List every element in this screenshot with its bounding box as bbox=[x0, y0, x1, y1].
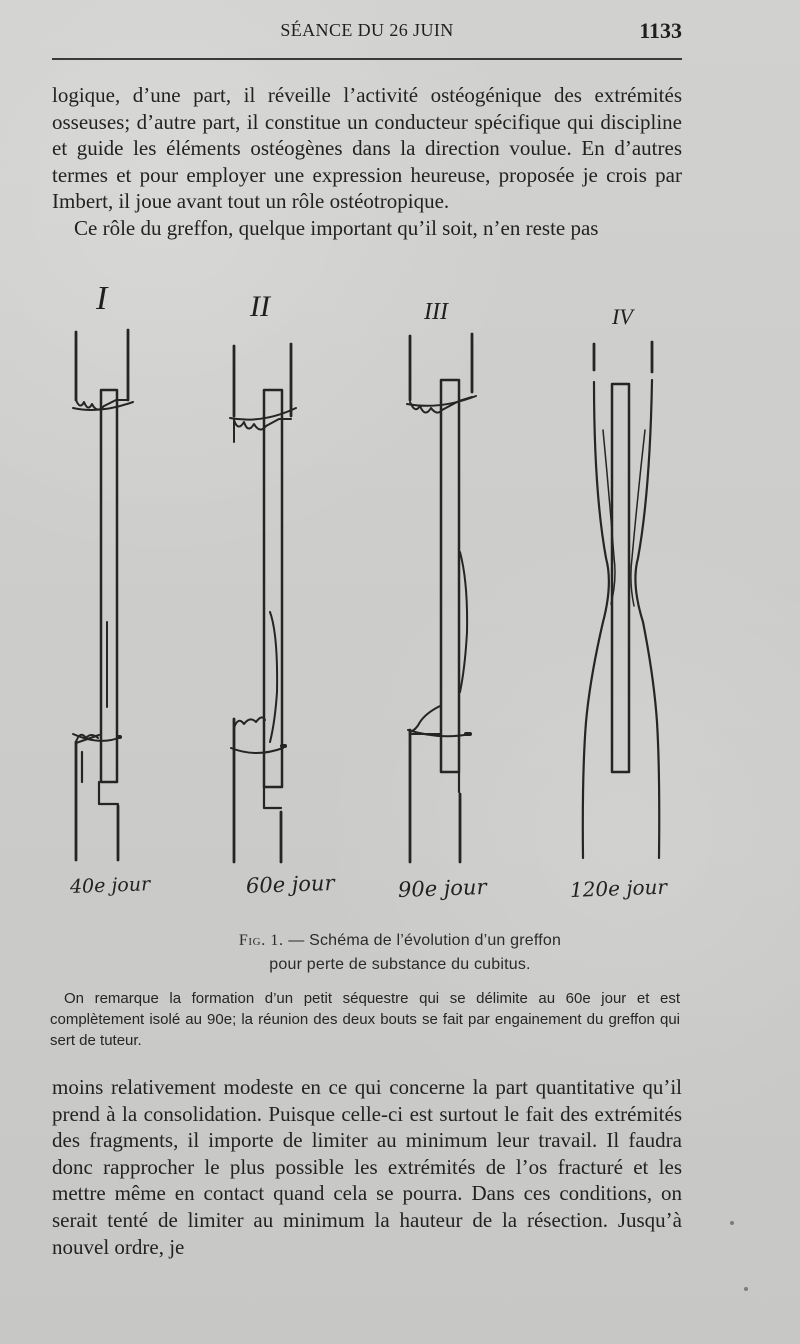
figure-label: Fig. 1. bbox=[238, 932, 284, 949]
day-label-90: 90e jour bbox=[397, 874, 487, 902]
running-head: SÉANCE DU 26 JUIN bbox=[280, 20, 454, 40]
panel-ii-drawing bbox=[230, 344, 296, 862]
paper-speck bbox=[730, 1221, 734, 1225]
paper-speck bbox=[744, 1287, 748, 1291]
paragraph-bottom-1: moins relativement modeste en ce qui concerne la part quantitative qu’il prend à la consolidation. Puisque celle-ci est surtout le fait des extrémités des fragments, il importe de limiter au minimum leur travail. Il faudra donc rapprocher le plus possible les extrémités de l’os fracturé et les mettre même en contact quand cela se pourra. Dans ces conditions, on serait tenté de limiter au minimum la hauteur de la résection. Jusqu’à nouvel ordre, je bbox=[52, 1075, 682, 1259]
page-header bbox=[52, 16, 682, 50]
panel-label-iii: III bbox=[424, 299, 448, 325]
page-number: 1133 bbox=[639, 18, 682, 43]
panel-iii-drawing bbox=[407, 334, 476, 862]
figure-caption-line-1 bbox=[0, 932, 800, 950]
day-label-120: 120e jour bbox=[569, 874, 668, 902]
figure-caption-text-1: — Schéma de l’évolution d’un greffon bbox=[283, 932, 562, 949]
figure-note-text: On remarque la formation d’un petit séquestre qui se délimite au 60e jour et est complètement isolé au 90e; la réunion des deux bouts se fait par engainement du greffon qui sert de tuteur. bbox=[50, 990, 680, 1049]
body-text-bottom bbox=[52, 1074, 682, 1260]
figure-caption-line-2: pour perte de substance du cubitus. bbox=[269, 956, 531, 973]
figure-note bbox=[50, 988, 680, 1051]
panel-label-iv: IV bbox=[612, 304, 633, 329]
body-text-top bbox=[52, 82, 682, 242]
header-rule bbox=[52, 58, 682, 60]
panel-label-i: I bbox=[96, 280, 108, 317]
panel-i-drawing bbox=[73, 330, 133, 860]
paragraph-top-1: logique, d’une part, il réveille l’activité ostéogénique des extrémités osseuses; d’autre part, il constitue un conducteur spécifique qui discipline et guide les éléments ostéogènes dans la direction voulue. En d’autres termes et pour employer une expression heureuse, proposée je crois par Imbert, il joue avant tout un rôle ostéotropique. bbox=[52, 83, 682, 214]
paragraph-top-2: Ce rôle du greffon, quelque important qu’il soit, n’en reste pas bbox=[74, 215, 599, 240]
day-label-60: 60e jour bbox=[245, 870, 335, 898]
panel-iv-drawing bbox=[583, 342, 659, 858]
bone-graft-figure bbox=[0, 272, 800, 922]
bone-graft-schematic bbox=[0, 272, 800, 922]
day-label-40: 40e jour bbox=[69, 873, 151, 898]
panel-label-ii: II bbox=[250, 290, 270, 323]
